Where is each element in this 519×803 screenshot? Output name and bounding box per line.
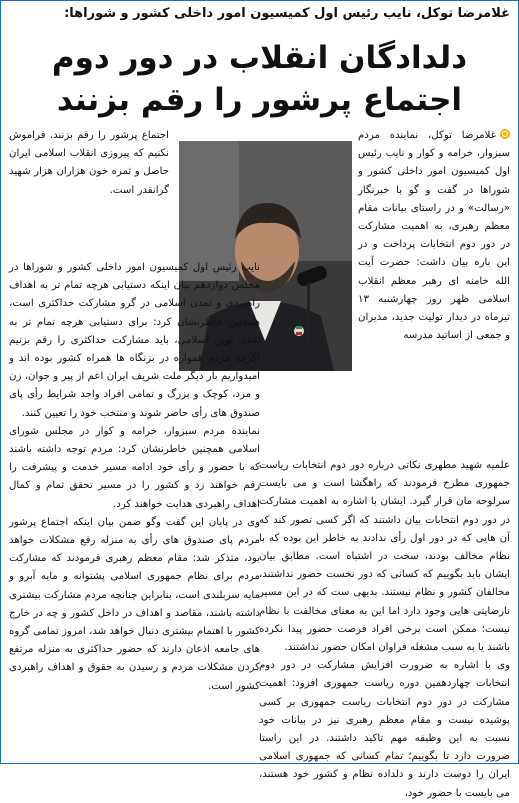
column-left-paragraph-2: نایب رئیس اول کمیسیون امور داخلی کشور و شوراها در مجلس دوازدهم بیان اینکه دستیابی هرچه تمام تر به اهداف راهبردی و تمدن اسلامی در گرو مشارکت حداکثری است، همچنین خاطرنشان کرد: برای دستیابی هرچه تمام تر به تمدن نوین اسلامی، باید مشارکت حداکثری را رقم بزنیم اگرچه مردم همواره در بزنگاه ها همراه کشور بوده اند و امیدواریم بار دیگر ملت شریف ایران اعم از پیر و جوان، زن و مرد، کوچک و بزرگ و تمامی افراد واجد شرایط رأی پای صندوق های رأی حاضر شوند و منتخب خود را تعیین کنند.: [9, 262, 260, 419]
article-headline: [9, 37, 510, 121]
column-left-paragraph-4: وی در پایان این گفت وگو ضمن بیان اینکه اجتماع پرشور مردم پای صندوق های رأی به منزله رفع مشکلات خواهد بود، متذکر شد: مقام معظم رهبری فرمودند که مشارکت مردم برای نظام جمهوری اسلامی پشتوانه و مایه آبرو و مایه سربلندی است، بنابراین چنانچه مردم مشارکت بیشتری داشته باشند، مقاصد و اهداف در داخل کشور و چه در خارج کشور با اهتمام بیشتری دنبال خواهد شد، امروز تمامی گروه های جامعه اذعان دارند که حضور حداکثری به منزله مرتفع کردن مشکلات مردم و رسیدن به حقوق و اهداف راهبردی کشور است.: [9, 516, 260, 692]
column-left: [9, 259, 260, 757]
column-left-paragraph-3: نماینده مردم سبزوار، خرامه و کوار در مجلس شورای اسلامی همچنین خاطرنشان کرد: مردم توجه داشته باشند که با حضور و رأی خود ادامه مسیر خدمت و پیشرفت را رقم خواهند زد و کشور را در مسیر تحقق تمام و کمال اهداف راهبردی هدایت خواهند کرد.: [9, 425, 260, 510]
column-middle: [259, 457, 510, 799]
article-kicker: غلامرضا توکل، نایب رئیس اول کمیسیون امور داخلی کشور و شوراها:: [64, 6, 510, 21]
headline-line-1: دلدادگان انقلاب در دور دوم: [51, 40, 468, 76]
column-middle-paragraph-1: علمیه شهید مطهری نکاتی درباره دور دوم انتخابات ریاست جمهوری مطرح فرمودند که راهگشا است و می بایست سرلوحه مان قرار گیرد. ایشان با اشاره به اهمیت مشارکت در دور دوم انتخابات بیان داشتند که اگر کسی تصور کند که آن هایی که در دور اول رأی ندادند به خاطر این بوده که با نظام مخالف بودند، سخت در اشتباه است. مطابق بیان ایشان باید بگوییم که کسانی که دور نخست حضور نداشتند، مخالفان کشور و نظام نیستند. بدیهی ست که در این مسیر نارضایتی هایی وجود دارد اما این به معنای مخالفت با نظام نیست؛ ممکن است برخی افراد فرصت حضور پیدا نکرده باشند یا به سبب مشغله فراوان امکان حضور نداشتند.: [259, 460, 510, 654]
column-right-text: غلامرضا توکل، نماینده مردم سبزوار، خرامه و کوار و نایب رئیس اول کمیسیون امور داخلی کشور و شوراها در گفت و گو با خبرنگار «رسالت» و در راستای بیانات مقام معظم رهبری، به اهمیت مشارکت در دور دوم انتخابات پرداخت و در این باره بیان داشت: حضرت آیت الله خامنه ای رهبر معظم انقلاب اسلامی ظهر روز چهارشنبه ۱۳ تیرماه در دیدار تولیت جدید، مدیران و جمعی از اساتید مدرسه: [358, 130, 510, 342]
column-left-paragraph-1: اجتماع پرشور را رقم بزنند. فراموش نکنیم که پیروزی انقلاب اسلامی ایران حاصل و ثمره خون هزاران هزار شهید گرانقدر است.: [9, 130, 169, 196]
headline-line-2: اجتماع پرشور را رقم بزنند: [56, 82, 463, 118]
article-body: [9, 127, 510, 799]
column-middle-paragraph-2: وی با اشاره به ضرورت افزایش مشارکت در دور دوم انتخابات چهاردهمین دوره ریاست جمهوری افزود: اهمیت مشارکت در دور دوم انتخابات ریاست جمهوری بر کسی پوشیده نیست و مقام معظم رهبری نیز در بیانات خود نسبت به این وظیفه مهم تاکید داشتند. در این راستا ضرورت دارد تا بگوییم؛ تمام کسانی که جمهوری اسلامی ایران را دوست دارند و دلداده نظام و کشور خود هستند، می بایست با حضور خود،: [259, 660, 510, 799]
column-left-top: [9, 127, 169, 259]
bullet-icon: [500, 129, 510, 139]
column-right: [358, 127, 510, 457]
